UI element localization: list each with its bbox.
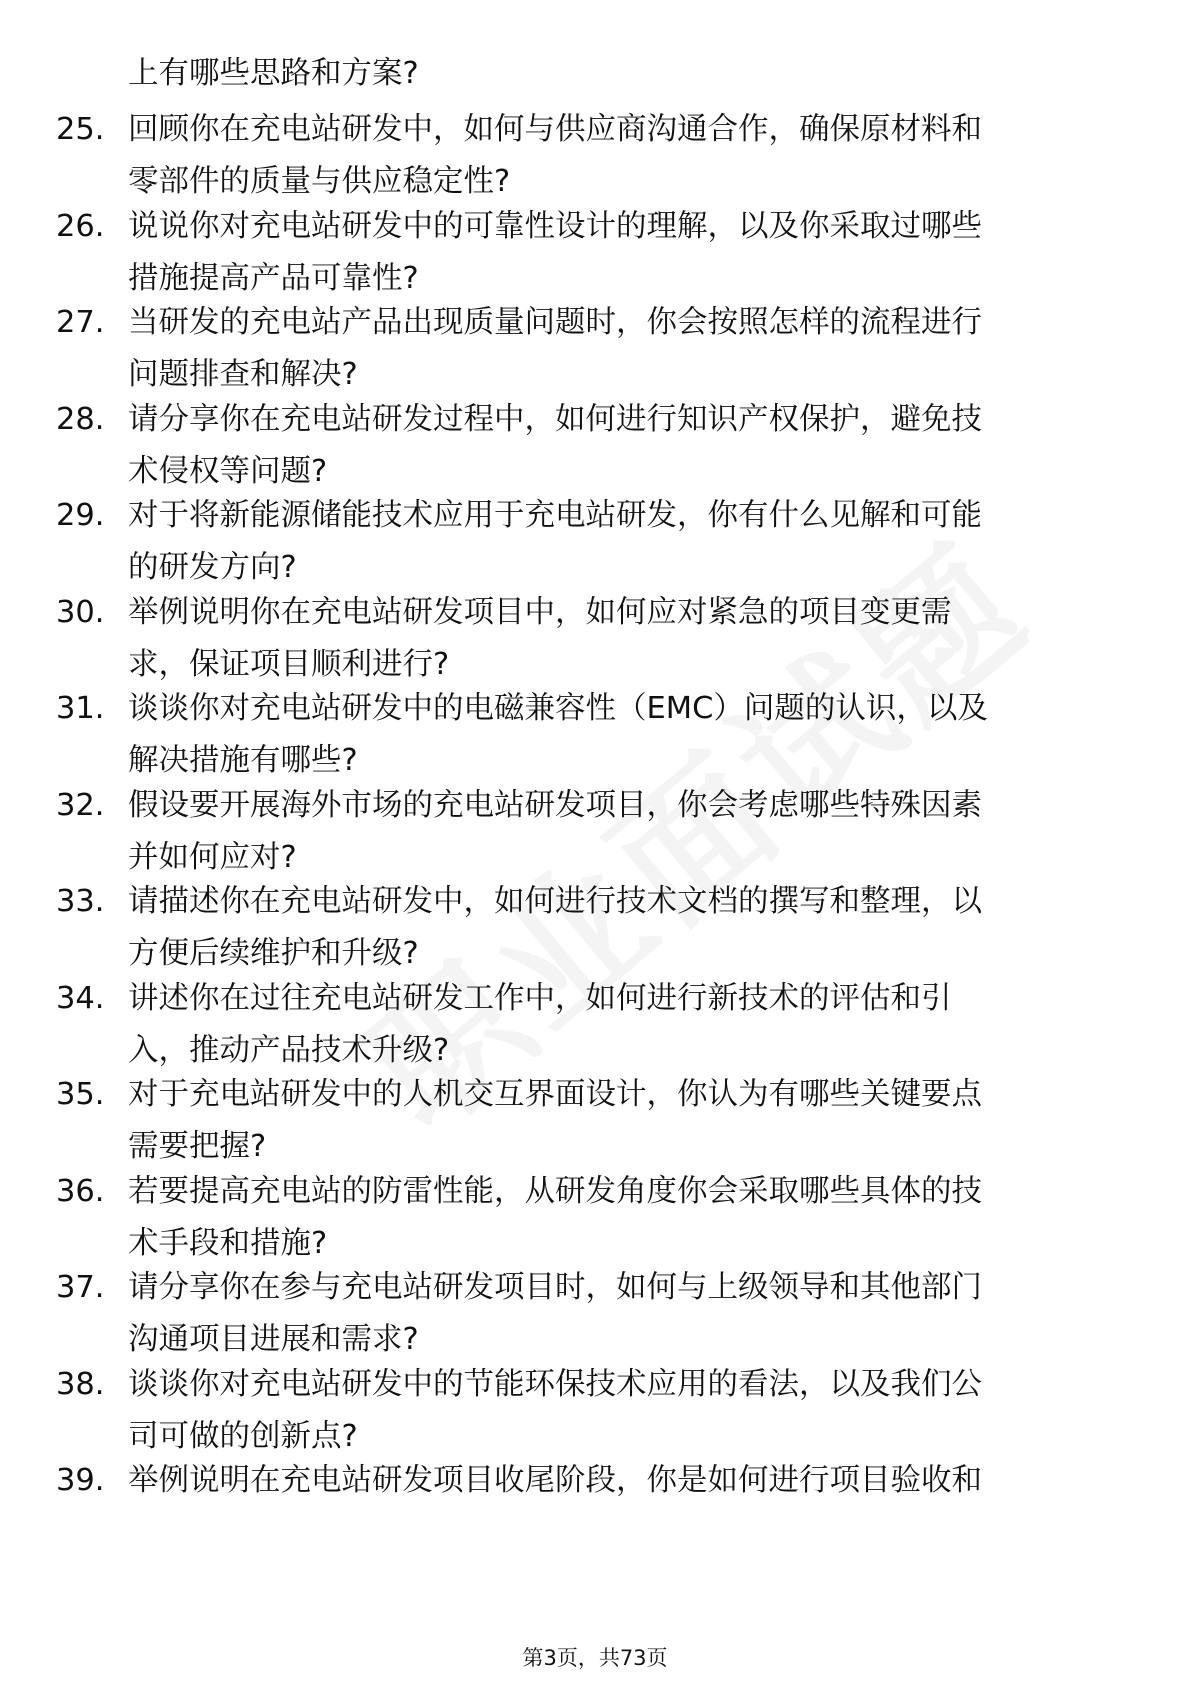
question-text (128, 1262, 1128, 1366)
question-text-line: 假设要开展海外市场的充电站研发项目，你会考虑哪些特殊因素 (128, 787, 982, 823)
question-text (128, 876, 1128, 980)
page-footer: 第3页，共73页 (522, 1646, 668, 1670)
question-number: 28. (56, 401, 105, 437)
question-number: 27. (56, 305, 105, 340)
question-text-line: 请分享你在充电站研发过程中，如何进行知识产权保护，避免技 (128, 401, 982, 437)
question-text (128, 297, 1128, 401)
question-text (128, 1455, 1128, 1507)
continuation-line: 上有哪些思路和方案? (128, 56, 419, 91)
question-text-line: 问题排查和解决? (128, 357, 358, 392)
question-number: 25. (56, 112, 105, 147)
question-text-line: 对于充电站研发中的人机交互界面设计，你认为有哪些关键要点 (128, 1077, 982, 1112)
question-text-line: 请描述你在充电站研发中，如何进行技术文档的撰写和整理，以 (128, 884, 982, 919)
question-text-line: 的研发方向? (128, 550, 297, 585)
question-number: 33. (56, 884, 105, 919)
question-text-line: 说说你对充电站研发中的可靠性设计的理解，以及你采取过哪些 (128, 208, 982, 244)
question-number: 30. (56, 594, 105, 630)
question-text-line: 方便后续维护和升级? (128, 936, 419, 971)
question-text (128, 394, 1128, 498)
question-text-line: 当研发的充电站产品出现质量问题时，你会按照怎样的流程进行 (128, 305, 982, 340)
question-text-line: 沟通项目进展和需求? (128, 1322, 419, 1357)
question-text (128, 201, 1128, 305)
question-text-line: 对于将新能源储能技术应用于充电站研发，你有什么见解和可能 (128, 498, 982, 533)
question-number: 36. (56, 1173, 105, 1209)
question-text-line: 若要提高充电站的防雷性能，从研发角度你会采取哪些具体的技 (128, 1173, 982, 1209)
question-number: 38. (56, 1366, 105, 1402)
question-text-line: 求，保证项目顺利进行? (128, 646, 450, 682)
question-text-line: 谈谈你对充电站研发中的节能环保技术应用的看法，以及我们公 (128, 1366, 982, 1402)
question-text (128, 1069, 1128, 1173)
question-text-line: 术手段和措施? (128, 1225, 328, 1261)
question-number: 37. (56, 1270, 105, 1305)
question-number: 31. (56, 691, 105, 726)
question-number: 39. (56, 1463, 105, 1498)
question-text (128, 1166, 1128, 1270)
question-text-line: 解决措施有哪些? (128, 743, 358, 778)
question-text-line: 谈谈你对充电站研发中的电磁兼容性（EMC）问题的认识，以及 (128, 691, 988, 726)
question-text-line: 请分享你在参与充电站研发项目时，如何与上级领导和其他部门 (128, 1270, 982, 1305)
question-text-line: 讲述你在过往充电站研发工作中，如何进行新技术的评估和引 (128, 980, 952, 1016)
question-text (128, 104, 1128, 208)
question-text-line: 需要把握? (128, 1129, 267, 1164)
question-text-line: 术侵权等问题? (128, 453, 328, 489)
question-text-line: 举例说明你在充电站研发项目中，如何应对紧急的项目变更需 (128, 594, 952, 630)
question-text-line: 措施提高产品可靠性? (128, 260, 419, 296)
question-text (128, 1359, 1128, 1463)
question-text (128, 683, 1128, 787)
question-text (128, 780, 1128, 884)
question-number: 26. (56, 208, 105, 244)
question-number: 34. (56, 980, 105, 1016)
question-text-line: 举例说明在充电站研发项目收尾阶段，你是如何进行项目验收和 (128, 1463, 982, 1498)
question-number: 29. (56, 498, 105, 533)
question-text-line: 零部件的质量与供应稳定性? (128, 164, 511, 199)
question-text (128, 973, 1128, 1077)
question-number: 35. (56, 1077, 105, 1112)
question-text-line: 司可做的创新点? (128, 1418, 358, 1454)
question-text-line: 回顾你在充电站研发中，如何与供应商沟通合作，确保原材料和 (128, 112, 982, 147)
question-text-line: 并如何应对? (128, 839, 297, 875)
question-text-line: 入，推动产品技术升级? (128, 1032, 450, 1068)
question-number: 32. (56, 787, 105, 823)
question-text (128, 587, 1128, 691)
question-text (128, 490, 1128, 594)
